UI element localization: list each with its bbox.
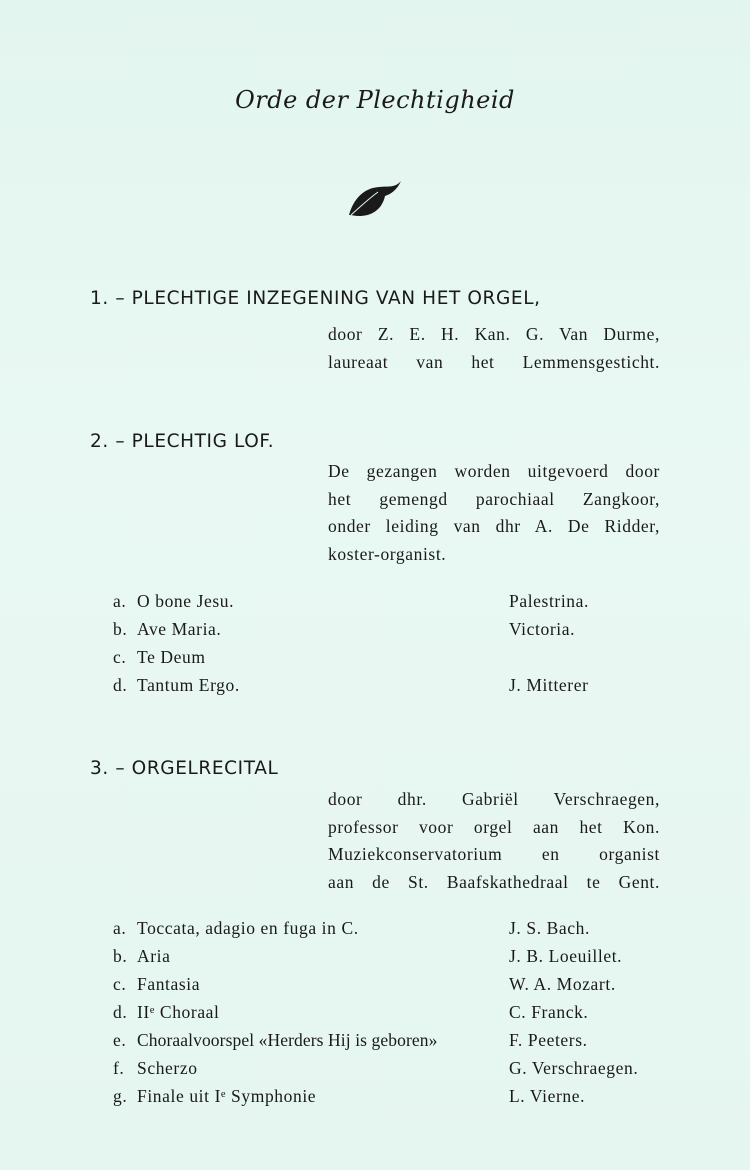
section-2-heading: 2. – PLECHTIG LOF. bbox=[90, 431, 275, 452]
description-line: laureaat van het Lemmensgesticht. bbox=[328, 351, 660, 372]
item-title: Te Deum bbox=[137, 647, 206, 667]
item-label: a. bbox=[113, 591, 127, 611]
item-title: Finale uit Iᵉ Symphonie bbox=[137, 1086, 317, 1106]
item-label: b. bbox=[113, 946, 128, 966]
item-label: e. bbox=[113, 1030, 127, 1050]
description-line: aan de St. Baafskathedraal te Gent. bbox=[328, 871, 660, 892]
page-title: Orde der Plechtigheid bbox=[235, 86, 515, 114]
item-label: f. bbox=[113, 1058, 125, 1078]
item-composer: Palestrina. bbox=[509, 591, 589, 611]
item-title: O bone Jesu. bbox=[137, 591, 235, 611]
item-label: d. bbox=[113, 675, 128, 695]
section-1-heading: 1. – PLECHTIGE INZEGENING VAN HET ORGEL, bbox=[90, 288, 541, 309]
section-1-description bbox=[328, 321, 660, 376]
item-composer: J. B. Loeuillet. bbox=[509, 946, 623, 966]
section-2-description bbox=[328, 458, 660, 568]
description-line: door dhr. Gabriël Verschraegen, bbox=[328, 789, 660, 809]
item-title: Ave Maria. bbox=[137, 619, 222, 639]
description-line: Muziekconservatorium en organist bbox=[328, 844, 660, 864]
leaf-ornament-icon bbox=[345, 178, 403, 218]
item-label: a. bbox=[113, 918, 127, 938]
description-line: onder leiding van dhr A. De Ridder, bbox=[328, 516, 660, 536]
description-line: het gemengd parochiaal Zangkoor, bbox=[328, 488, 660, 509]
item-composer: L. Vierne. bbox=[509, 1086, 586, 1106]
section-3-description bbox=[328, 786, 660, 896]
item-label: b. bbox=[113, 619, 128, 639]
item-composer: J. S. Bach. bbox=[509, 918, 590, 938]
item-composer: F. Peeters. bbox=[509, 1030, 588, 1050]
item-label: c. bbox=[113, 647, 127, 667]
item-title: Fantasia bbox=[137, 974, 201, 994]
item-title: Tantum Ergo. bbox=[137, 675, 240, 695]
description-line: De gezangen worden uitgevoerd door bbox=[328, 461, 660, 481]
item-composer: G. Verschraegen. bbox=[509, 1058, 639, 1078]
item-title: Choraalvoorspel «Herders Hij is geboren» bbox=[137, 1030, 438, 1050]
item-composer: C. Franck. bbox=[509, 1002, 589, 1022]
item-label: c. bbox=[113, 974, 127, 994]
item-composer: J. Mitterer bbox=[509, 675, 589, 695]
item-composer: Victoria. bbox=[509, 619, 576, 639]
item-composer: W. A. Mozart. bbox=[509, 974, 616, 994]
description-line: professor voor orgel aan het Kon. bbox=[328, 816, 660, 837]
item-title: Scherzo bbox=[137, 1058, 198, 1078]
description-line: koster-organist. bbox=[328, 543, 447, 564]
section-3-heading: 3. – ORGELRECITAL bbox=[90, 758, 279, 779]
description-line: door Z. E. H. Kan. G. Van Durme, bbox=[328, 324, 660, 344]
item-label: d. bbox=[113, 1002, 128, 1022]
item-label: g. bbox=[113, 1086, 128, 1106]
item-title: Aria bbox=[137, 946, 171, 966]
item-title: Toccata, adagio en fuga in C. bbox=[137, 918, 359, 938]
item-title: IIᵉ Choraal bbox=[137, 1002, 220, 1022]
